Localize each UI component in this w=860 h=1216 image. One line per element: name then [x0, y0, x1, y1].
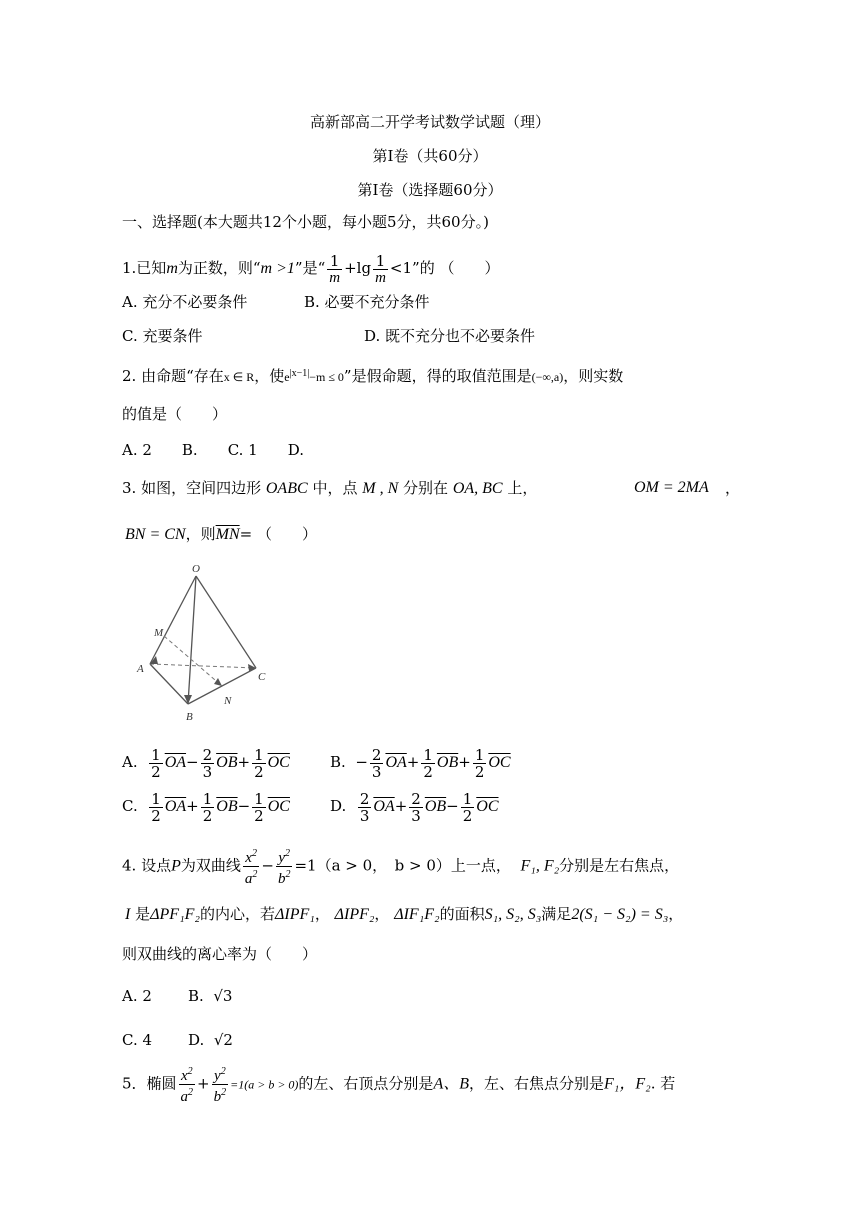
q4-stem-c: 分别是左右焦点， — [559, 856, 680, 875]
q1-options-row2 — [122, 326, 535, 346]
q3-stem-a: 3. 如图，空间四边形 — [122, 479, 262, 497]
q2-stem-a: 2. 由命题“存在 — [122, 367, 224, 385]
q1-options-row1 — [122, 292, 430, 312]
q4-option-c: C. 4 — [122, 1031, 153, 1049]
edge-oc — [196, 576, 256, 668]
q5-stem-a: 5．椭圆 — [122, 1074, 177, 1093]
question-1 — [122, 250, 499, 286]
q3-stem-f: = （ ） — [239, 525, 317, 543]
edge-oa — [150, 576, 196, 664]
q3-oabc: OABC — [265, 480, 308, 497]
q4-stem-a: 4. 设点 — [122, 856, 172, 875]
q1-expr-mid: +lg — [344, 259, 372, 277]
q5-stem-b: 的左、右顶点分别是 — [298, 1074, 434, 1093]
q3-om: OM = 2MA — [634, 479, 709, 496]
q5-stem-d: . 若 — [650, 1074, 676, 1093]
q5-ab: A、B — [433, 1075, 469, 1093]
part-heading: 第Ⅰ卷（共60分） — [372, 147, 488, 165]
q4-eq-tail: =1 — [294, 856, 317, 875]
label-o: O — [192, 563, 200, 575]
q5-eq-tail: =1(a > b > 0) — [230, 1077, 299, 1092]
subpart-heading: 第Ⅰ卷（选择题60分） — [357, 181, 503, 199]
q4-option-d: D. √2 — [188, 1031, 233, 1049]
q1-expr-end: <1 — [389, 259, 413, 277]
edge-ab — [150, 664, 188, 704]
question-3 — [122, 478, 537, 499]
q5-stem-c: ，左、右焦点分别是 — [469, 1074, 605, 1093]
exam-title: 高新部高二开学考试数学试题（理） — [309, 113, 550, 131]
q2-options: A. 2 B. C. 1 D. — [122, 441, 304, 459]
q4-cond: （a > 0， b > 0）上一点， — [316, 856, 511, 875]
q3-stem-b: 中，点 — [312, 479, 358, 497]
q3-option-a: A. $\frac{1}{2}$ $\overline{OA}-$ $\frac{2}{3}$ $\overline{OB}+$ $\frac{1}{2}$ $\overline{OC}$ — [122, 745, 290, 781]
q3-option-c: C. $\frac{1}{2}$ $\overline{OA}+$ $\frac{1}{2}$ $\overline{OB}-$ $\frac{1}{2}$ $\overline{OC}$ — [122, 789, 290, 825]
q3-mn: M , N — [362, 480, 399, 497]
q4-line2: I 是ΔPF₁F₂的内心，若ΔIPF₁， ΔIPF₂， ΔIF₁F₂的面积S₁, S₂, S₃满足2(S₁ − S₂) = S₃， — [125, 905, 684, 923]
q1-stem-a: 1.已知 — [122, 259, 167, 277]
q1-option-b: B. 必要不充分条件 — [304, 293, 430, 311]
q1-option-c: C. 充要条件 — [122, 327, 203, 345]
q4-stem-b: 为双曲线 — [180, 856, 241, 875]
question-2 — [122, 364, 623, 387]
q1-frac-1: $\frac{1}{m}$ — [329, 251, 341, 286]
q2-line2: 的值是（ ） — [122, 405, 228, 423]
q3-stem-e: ，则 — [185, 525, 216, 543]
q3-option-d: D. $\frac{2}{3}$ $\overline{OA}+$ $\frac{2}{3}$ $\overline{OB}-$ $\frac{1}{2}$ $\overline{OC}$ — [330, 789, 499, 825]
q2-expr: $e^{|x-1|}-m \le 0$ — [284, 368, 344, 384]
q1-option-a: A. 充分不必要条件 — [122, 293, 248, 311]
q4-option-a: A. 2 — [122, 987, 152, 1005]
q2-range: (−∞,a) — [531, 370, 564, 384]
label-c: C — [258, 671, 266, 683]
segment-mn — [164, 636, 222, 686]
question-5: 5．椭圆 $\frac{x^2}{a^2}$ + $\frac{y^2}{b^2}$ =1(a > b > 0)的左、右顶点分别是A、B，左、右焦点分别是F₁，F₂. 若 — [122, 1066, 676, 1105]
q4-foci: F₁, F₂ — [520, 857, 560, 875]
q4-options-row1 — [122, 986, 232, 1006]
section-heading: 一、选择题(本大题共12个小题，每小题5分，共60分。) — [122, 213, 489, 231]
q1-option-d: D. 既不充分也不必要条件 — [364, 327, 536, 345]
q3-comma: ， — [725, 479, 741, 497]
q3-oa-bc: OA, BC — [452, 480, 503, 497]
q5-frac-y: $\frac{y^2}{b^2}$ — [213, 1066, 227, 1105]
q1-stem-b: 为正数，则“ — [177, 259, 261, 277]
q4-frac-x: $\frac{x^2}{a^2}$ — [244, 848, 258, 887]
q3-bn: BN = CN — [125, 526, 186, 543]
q3-stem-d: 上， — [507, 479, 538, 497]
q1-stem-c: ”是“ — [294, 259, 326, 277]
arrow-n — [214, 678, 222, 686]
q4-line3: 则双曲线的离心率为（ ） — [122, 945, 318, 963]
q2-stem-d: ，则实数 — [563, 367, 624, 385]
q2-stem-c: ”是假命题，得的取值范围是 — [343, 367, 532, 385]
q3-mn-vector: $\overline{MN}$ — [215, 526, 240, 543]
q4-p: P — [171, 857, 181, 875]
q1-frac-2: $\frac{1}{m}$ — [375, 251, 386, 286]
q3-option-b: B. − $\frac{2}{3}$ $\overline{OA}+$ $\frac{1}{2}$ $\overline{OB}+$ $\frac{1}{2}$ $\overline{OC}$ — [330, 745, 511, 781]
edge-ac — [150, 664, 256, 668]
q3-line2 — [125, 524, 317, 545]
q4-option-b: B. √3 — [188, 987, 233, 1005]
label-n: N — [224, 695, 232, 707]
q1-var-m: m — [166, 260, 178, 277]
label-a: A — [137, 663, 144, 675]
q2-stem-b: ，使 — [254, 367, 285, 385]
q3-stem-c: 分别在 — [403, 479, 449, 497]
q4-frac-y: $\frac{y^2}{b^2}$ — [277, 848, 291, 887]
label-m: M — [154, 627, 164, 639]
tetrahedron-figure — [122, 560, 282, 725]
q5-frac-x: $\frac{x^2}{a^2}$ — [180, 1066, 194, 1105]
label-b: B — [186, 711, 193, 723]
q2-in-r: x ∈ R — [223, 370, 255, 384]
edge-ob — [188, 576, 196, 704]
q5-foci: F₁，F₂ — [604, 1075, 651, 1093]
q4-options-row2 — [122, 1030, 233, 1050]
q1-cond: m >1 — [260, 260, 295, 277]
question-4: 4. 设点P为双曲线 $\frac{x^2}{a^2}$ − $\frac{y^2}{b^2}$ =1（a > 0， b > 0）上一点， F₁, F₂分别是左右焦点， — [122, 848, 680, 887]
q1-stem-d: ”的 （ ） — [412, 259, 500, 277]
